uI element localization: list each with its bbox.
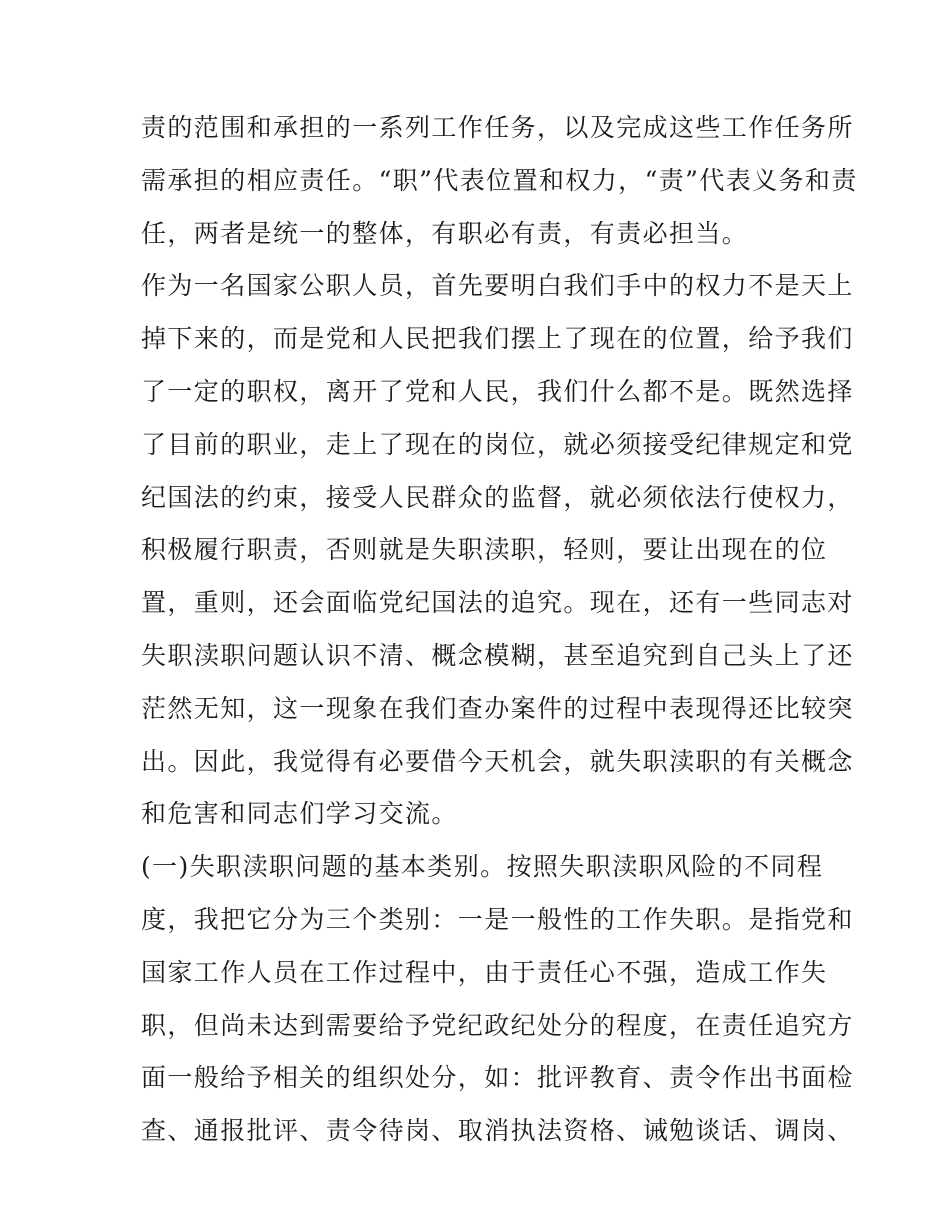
text-line: 任，两者是统一的整体，有职必有责，有责必担当。 [141, 219, 749, 248]
text-line: 茫然无知，这一现象在我们查办案件的过程中表现得还比较突 [141, 694, 854, 723]
text-line: 积极履行职责，否则就是失职渎职，轻则，要让出现在的位 [141, 535, 828, 564]
text-line: 需承担的相应责任。“职”代表位置和权力，“责”代表义务和责 [141, 166, 858, 195]
text-line: 面一般给予相关的组织处分，如：批评教育、责令作出书面检 [141, 1063, 854, 1092]
text-line: 失职渎职问题认识不清、概念模糊，甚至追究到自己头上了还 [141, 641, 854, 670]
text-line: 度，我把它分为三个类别：一是一般性的工作失职。是指党和 [141, 905, 854, 934]
text-line: 了目前的职业，走上了现在的岗位，就必须接受纪律规定和党 [141, 430, 854, 459]
text-line: 掉下来的，而是党和人民把我们摆上了现在的位置，给予我们 [141, 324, 854, 353]
text-line: 出。因此，我觉得有必要借今天机会，就失职渎职的有关概念 [141, 747, 854, 776]
text-line: 作为一名国家公职人员，首先要明白我们手中的权力不是天上 [141, 271, 854, 300]
text-line: 查、通报批评、责令待岗、取消执法资格、诫勉谈话、调岗、 [141, 1116, 854, 1145]
text-line: 职，但尚未达到需要给予党纪政纪处分的程度，在责任追究方 [141, 1011, 854, 1040]
text-line: 置，重则，还会面临党纪国法的追究。现在，还有一些同志对 [141, 588, 854, 617]
text-line: 了一定的职权，离开了党和人民，我们什么都不是。既然选择 [141, 377, 854, 406]
text-line: 纪国法的约束，接受人民群众的监督，就必须依法行使权力， [141, 483, 854, 512]
text-line: 国家工作人员在工作过程中，由于责任心不强，造成工作失 [141, 958, 828, 987]
text-line: 责的范围和承担的一系列工作任务，以及完成这些工作任务所 [141, 113, 854, 142]
text-line: (一)失职渎职问题的基本类别。按照失职渎职风险的不同程 [141, 852, 824, 881]
text-line: 和危害和同志们学习交流。 [141, 799, 458, 828]
